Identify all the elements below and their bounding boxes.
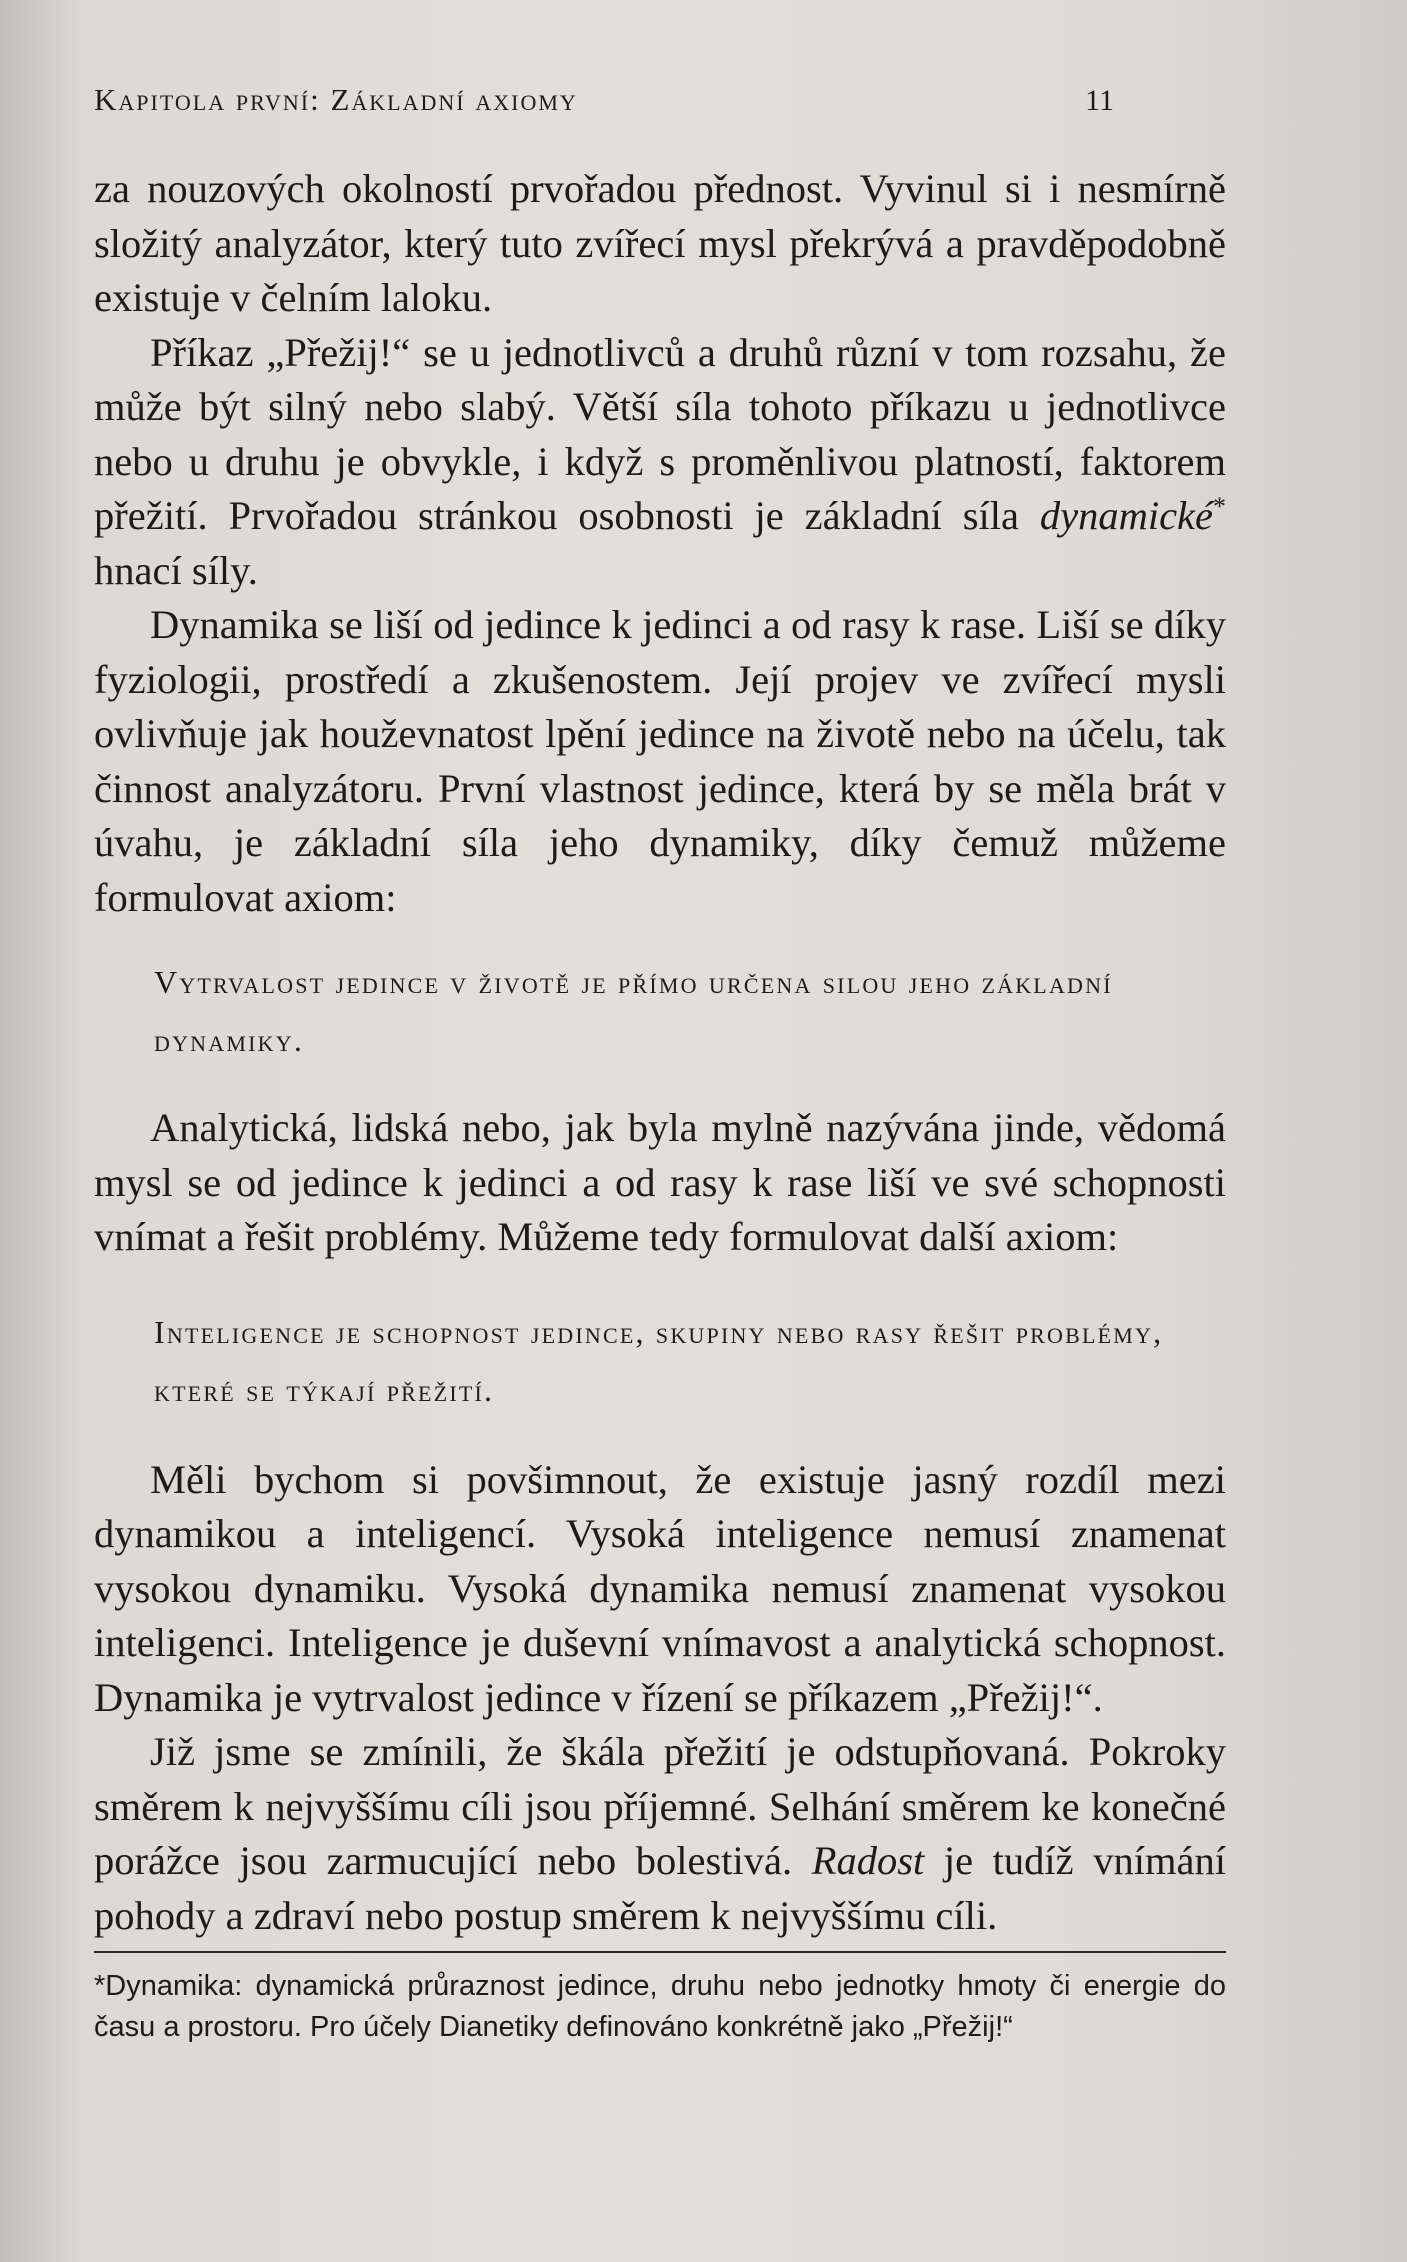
running-head [94,82,1114,122]
footnote-mark: * [1213,492,1226,521]
paragraph-2-tail: hnací síly. [94,547,258,593]
footnote: *Dynamika: dynamická průraznost jedince, druhu nebo jednotky hmoty či energie do času a prostoru. Pro účely Dianetiky definováno konkrétně jako „Přežij!“ [94,1970,1226,2043]
paragraph-2-text: Příkaz „Přežij!“ se u jednotlivců a druhů různí v tom rozsahu, že může být silný nebo slabý. Větší síla tohoto příkazu u jednotlivce nebo u druhu je obvykle, i když s proměnlivou platností, faktorem přežití. Prvořadou stránkou osobnosti je základní síla [94,329,1226,538]
paragraph-3: Dynamika se liší od jedince k jedinci a od rasy k rase. Liší se díky fyziologii, prostředí a zkušenostem. Její projev ve zvířecí mysli ovlivňuje jak houževnatost lpění jedince na životě nebo na účelu, tak činnost analyzátoru. První vlastnost jedince, která by se měla brát v úvahu, je základní síla jeho dynamiky, díky čemuž můžeme formulovat axiom: [94,602,1226,920]
chapter-title: Kapitola první: Základní axiomy [94,82,578,117]
paragraph-5: Měli bychom si povšimnout, že existuje jasný rozdíl mezi dynamikou a inteligencí. Vysoká inteligence nemusí znamenat vysokou dynamiku. Vysoká dynamika nemusí znamenat vysokou inteligenci. Inteligence je duševní vnímavost a analytická schopnost. Dynamika je vytrvalost jedince v řízení se příkazem „Přežij!“. [94,1456,1226,1720]
paragraph-4: Analytická, lidská nebo, jak byla mylně nazývána jinde, vědomá mysl se od jedince k jedinci a od rasy k rase liší ve své schopnosti vnímat a řešit problémy. Můžeme tedy formulovat další axiom: [94,1105,1226,1259]
paragraph-2-italic: dynamické [1039,493,1213,538]
paragraph-2 [94,326,1226,599]
paragraph-6-tail: je tudíž vnímání pohody a zdraví nebo postup směrem k nejvyššímu cíli. [94,1838,1226,1938]
axiom-1 [154,953,1226,1069]
body-text [94,162,1226,1943]
axiom-2-text: Inteligence je schopnost jedince, skupiny nebo rasy řešit problémy, které se týkají přežití. [154,1313,1164,1408]
axiom-1-text: Vytrvalost jedince v životě je přímo určena silou jeho základní dynamiky. [154,964,1113,1058]
paragraph-6-text: Již jsme se zmínili, že škála přežití je odstupňovaná. Pokroky směrem k nejvyššímu cíli jsou příjemné. Selhání směrem ke konečné porážce jsou zarmucující nebo bolestivá. [94,1729,1226,1883]
paragraph-6-italic: Radost [811,1838,925,1883]
paragraph-1: za nouzových okolností prvořadou přednost. Vyvinul si i nesmírně složitý analyzátor, který tuto zvířecí mysl překrývá a pravděpodobně existuje v čelním laloku. [94,166,1226,320]
axiom-2 [154,1303,1226,1419]
paragraph-6 [94,1725,1226,1943]
page-number: 11 [1085,84,1114,117]
footnote-divider [94,1951,1226,1953]
